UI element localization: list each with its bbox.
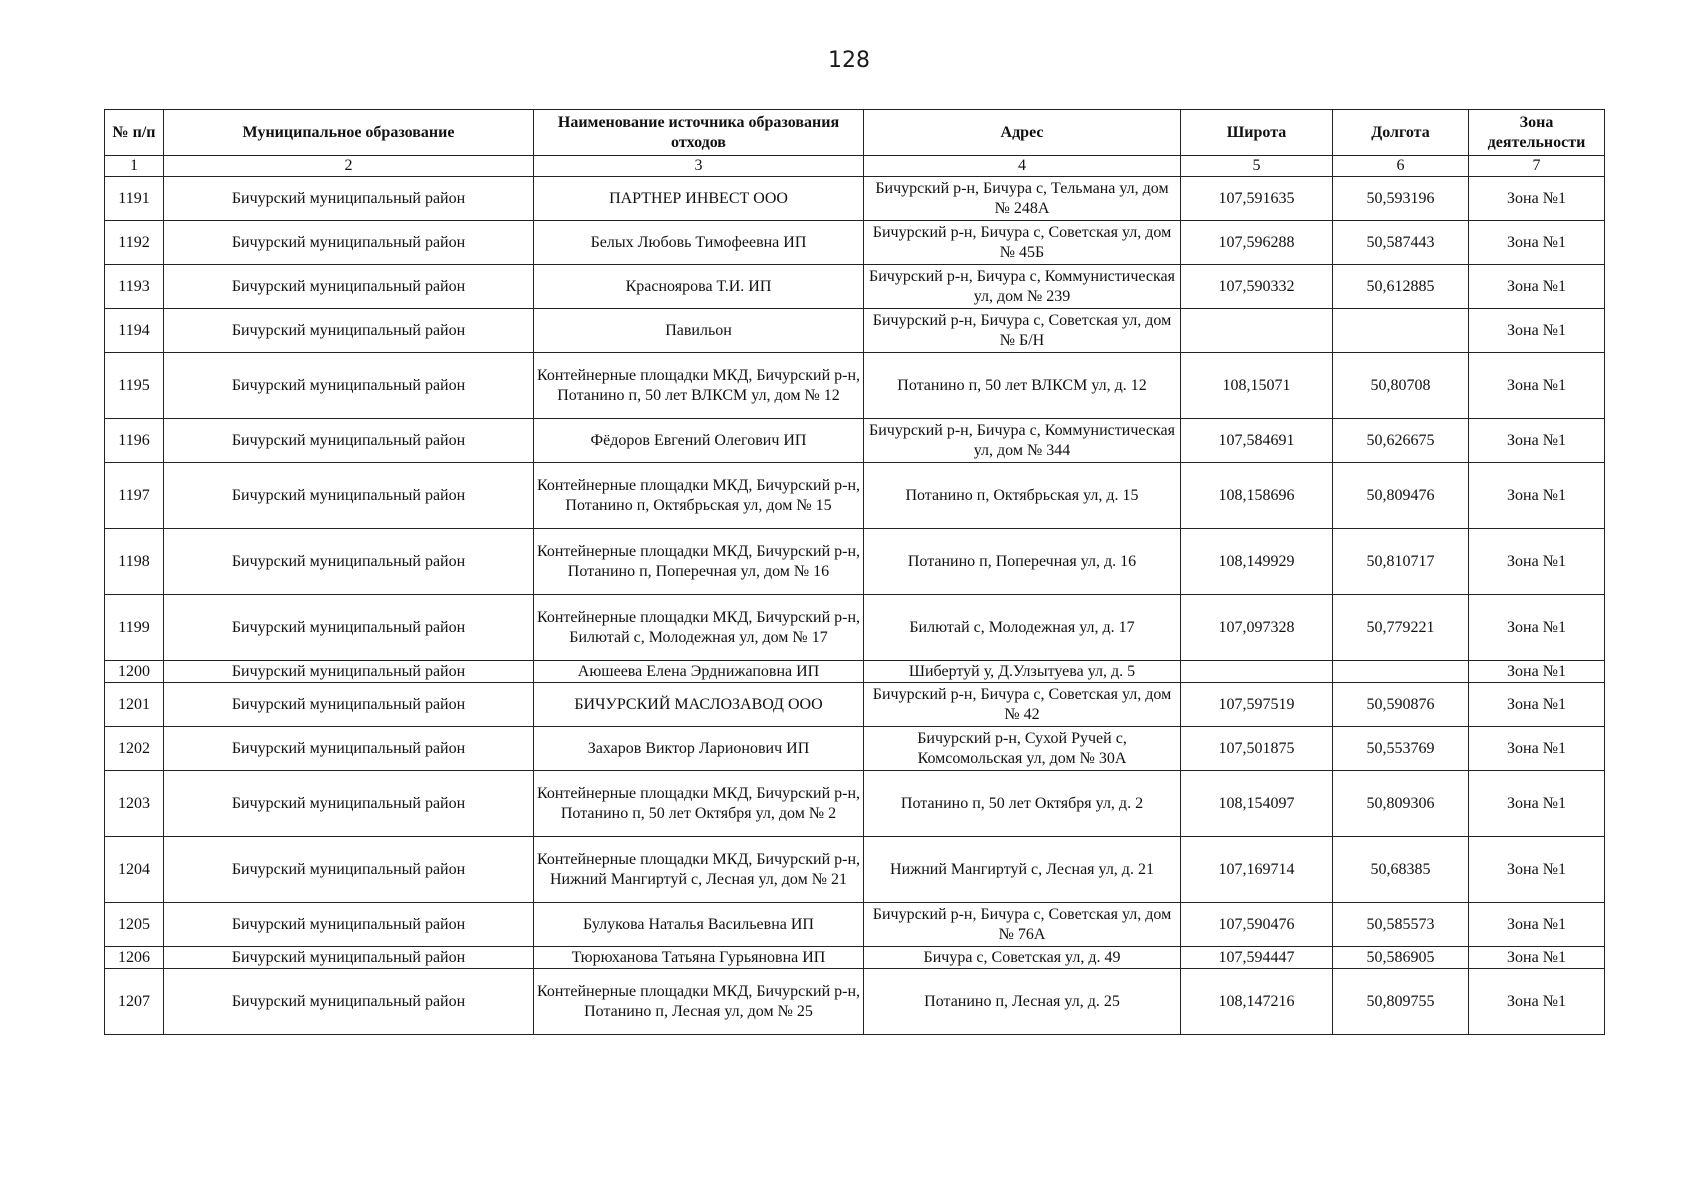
cell-municipality: Бичурский муниципальный район [164,419,534,463]
header-source: Наименование источника образования отходов [534,110,864,156]
cell-longitude: 50,612885 [1333,265,1469,309]
cell-source: Контейнерные площадки МКД, Бичурский р-н, Потанино п, Лесная ул, дом № 25 [534,969,864,1035]
header-municipality: Муниципальное образование [164,110,534,156]
column-number-row [105,156,1605,177]
cell-longitude: 50,68385 [1333,837,1469,903]
cell-latitude: 107,590332 [1181,265,1333,309]
cell-municipality: Бичурский муниципальный район [164,837,534,903]
cell-source: Захаров Виктор Ларионович ИП [534,727,864,771]
cell-latitude: 107,584691 [1181,419,1333,463]
cell-address: Бичурский р-н, Бичура с, Коммунистическая ул, дом № 239 [864,265,1181,309]
cell-longitude: 50,80708 [1333,353,1469,419]
cell-zone: Зона №1 [1469,463,1605,529]
cell-zone: Зона №1 [1469,595,1605,661]
cell-longitude: 50,809755 [1333,969,1469,1035]
cell-number: 1204 [105,837,164,903]
cell-source: Контейнерные площадки МКД, Бичурский р-н, Нижний Мангиртуй с, Лесная ул, дом № 21 [534,837,864,903]
cell-address: Потанино п, Поперечная ул, д. 16 [864,529,1181,595]
cell-number: 1207 [105,969,164,1035]
header-row [105,110,1605,156]
cell-source: Контейнерные площадки МКД, Бичурский р-н, Билютай с, Молодежная ул, дом № 17 [534,595,864,661]
cell-number: 1205 [105,903,164,947]
cell-address: Бичурский р-н, Бичура с, Советская ул, дом № Б/Н [864,309,1181,353]
cell-latitude [1181,309,1333,353]
cell-municipality: Бичурский муниципальный район [164,969,534,1035]
header-latitude: Широта [1181,110,1333,156]
header-zone: Зона деятельности [1469,110,1605,156]
cell-number: 1202 [105,727,164,771]
cell-municipality: Бичурский муниципальный район [164,683,534,727]
cell-latitude: 107,591635 [1181,177,1333,221]
page-number: 128 [828,48,870,73]
cell-latitude [1181,661,1333,683]
cell-municipality: Бичурский муниципальный район [164,661,534,683]
cell-source: Белых Любовь Тимофеевна ИП [534,221,864,265]
header-longitude: Долгота [1333,110,1469,156]
cell-address: Бичура с, Советская ул, д. 49 [864,947,1181,969]
cell-address: Бичурский р-н, Бичура с, Советская ул, дом № 76А [864,903,1181,947]
table-row [105,661,1605,683]
cell-zone: Зона №1 [1469,727,1605,771]
cell-address: Бичурский р-н, Бичура с, Тельмана ул, дом № 248А [864,177,1181,221]
waste-sources-table [104,109,1605,1035]
cell-source: Аюшеева Елена Эрднижаповна ИП [534,661,864,683]
cell-zone: Зона №1 [1469,969,1605,1035]
cell-municipality: Бичурский муниципальный район [164,595,534,661]
cell-source: Контейнерные площадки МКД, Бичурский р-н, Потанино п, 50 лет ВЛКСМ ул, дом № 12 [534,353,864,419]
cell-municipality: Бичурский муниципальный район [164,309,534,353]
cell-source: БИЧУРСКИЙ МАСЛОЗАВОД ООО [534,683,864,727]
cell-zone: Зона №1 [1469,309,1605,353]
table-row [105,353,1605,419]
cell-municipality: Бичурский муниципальный район [164,463,534,529]
table-row [105,837,1605,903]
cell-zone: Зона №1 [1469,837,1605,903]
cell-latitude: 107,501875 [1181,727,1333,771]
cell-number: 1203 [105,771,164,837]
table-row [105,265,1605,309]
cell-source: Красноярова Т.И. ИП [534,265,864,309]
cell-zone: Зона №1 [1469,661,1605,683]
table-row [105,683,1605,727]
column-number: 7 [1469,156,1605,177]
cell-zone: Зона №1 [1469,529,1605,595]
column-number: 4 [864,156,1181,177]
cell-latitude: 108,154097 [1181,771,1333,837]
cell-longitude: 50,809476 [1333,463,1469,529]
cell-source: Контейнерные площадки МКД, Бичурский р-н, Потанино п, Октябрьская ул, дом № 15 [534,463,864,529]
cell-source: Павильон [534,309,864,353]
cell-latitude: 107,169714 [1181,837,1333,903]
column-number: 2 [164,156,534,177]
cell-longitude: 50,585573 [1333,903,1469,947]
table-row [105,419,1605,463]
cell-source: Тюрюханова Татьяна Гурьяновна ИП [534,947,864,969]
cell-source: ПАРТНЕР ИНВЕСТ ООО [534,177,864,221]
cell-address: Билютай с, Молодежная ул, д. 17 [864,595,1181,661]
table-row [105,903,1605,947]
table-row [105,309,1605,353]
cell-longitude: 50,809306 [1333,771,1469,837]
cell-longitude: 50,586905 [1333,947,1469,969]
cell-source: Фёдоров Евгений Олегович ИП [534,419,864,463]
column-number: 3 [534,156,864,177]
table-row [105,969,1605,1035]
cell-latitude: 107,594447 [1181,947,1333,969]
table-row [105,177,1605,221]
cell-number: 1196 [105,419,164,463]
table-row [105,595,1605,661]
cell-zone: Зона №1 [1469,177,1605,221]
cell-address: Потанино п, 50 лет Октября ул, д. 2 [864,771,1181,837]
cell-latitude: 107,596288 [1181,221,1333,265]
cell-municipality: Бичурский муниципальный район [164,265,534,309]
cell-source: Контейнерные площадки МКД, Бичурский р-н, Потанино п, 50 лет Октября ул, дом № 2 [534,771,864,837]
cell-latitude: 108,15071 [1181,353,1333,419]
table-row [105,771,1605,837]
cell-zone: Зона №1 [1469,683,1605,727]
column-number: 5 [1181,156,1333,177]
cell-latitude: 108,158696 [1181,463,1333,529]
cell-number: 1191 [105,177,164,221]
table-row [105,463,1605,529]
cell-source: Контейнерные площадки МКД, Бичурский р-н, Потанино п, Поперечная ул, дом № 16 [534,529,864,595]
table-row [105,947,1605,969]
cell-zone: Зона №1 [1469,419,1605,463]
cell-latitude: 108,147216 [1181,969,1333,1035]
cell-longitude: 50,590876 [1333,683,1469,727]
cell-address: Бичурский р-н, Сухой Ручей с, Комсомольская ул, дом № 30А [864,727,1181,771]
cell-address: Бичурский р-н, Бичура с, Коммунистическая ул, дом № 344 [864,419,1181,463]
cell-municipality: Бичурский муниципальный район [164,353,534,419]
cell-zone: Зона №1 [1469,947,1605,969]
cell-number: 1193 [105,265,164,309]
cell-longitude [1333,661,1469,683]
cell-address: Потанино п, Октябрьская ул, д. 15 [864,463,1181,529]
cell-latitude: 108,149929 [1181,529,1333,595]
cell-latitude: 107,097328 [1181,595,1333,661]
cell-address: Потанино п, Лесная ул, д. 25 [864,969,1181,1035]
column-number: 6 [1333,156,1469,177]
cell-zone: Зона №1 [1469,903,1605,947]
cell-address: Бичурский р-н, Бичура с, Советская ул, дом № 45Б [864,221,1181,265]
cell-address: Шибертуй у, Д.Улзытуева ул, д. 5 [864,661,1181,683]
cell-number: 1199 [105,595,164,661]
cell-number: 1194 [105,309,164,353]
cell-number: 1197 [105,463,164,529]
header-number: № п/п [105,110,164,156]
cell-latitude: 107,590476 [1181,903,1333,947]
cell-number: 1201 [105,683,164,727]
cell-municipality: Бичурский муниципальный район [164,727,534,771]
table-row [105,727,1605,771]
cell-zone: Зона №1 [1469,221,1605,265]
table-row [105,529,1605,595]
cell-number: 1192 [105,221,164,265]
cell-address: Потанино п, 50 лет ВЛКСМ ул, д. 12 [864,353,1181,419]
cell-number: 1206 [105,947,164,969]
cell-longitude [1333,309,1469,353]
cell-longitude: 50,779221 [1333,595,1469,661]
column-number: 1 [105,156,164,177]
cell-zone: Зона №1 [1469,353,1605,419]
cell-longitude: 50,553769 [1333,727,1469,771]
cell-municipality: Бичурский муниципальный район [164,903,534,947]
cell-latitude: 107,597519 [1181,683,1333,727]
cell-longitude: 50,587443 [1333,221,1469,265]
header-address: Адрес [864,110,1181,156]
cell-longitude: 50,810717 [1333,529,1469,595]
cell-municipality: Бичурский муниципальный район [164,529,534,595]
cell-zone: Зона №1 [1469,771,1605,837]
cell-municipality: Бичурский муниципальный район [164,221,534,265]
cell-municipality: Бичурский муниципальный район [164,947,534,969]
cell-longitude: 50,626675 [1333,419,1469,463]
cell-number: 1200 [105,661,164,683]
cell-address: Нижний Мангиртуй с, Лесная ул, д. 21 [864,837,1181,903]
table-row [105,221,1605,265]
cell-address: Бичурский р-н, Бичура с, Советская ул, дом № 42 [864,683,1181,727]
cell-zone: Зона №1 [1469,265,1605,309]
cell-municipality: Бичурский муниципальный район [164,771,534,837]
cell-number: 1198 [105,529,164,595]
cell-source: Булукова Наталья Васильевна ИП [534,903,864,947]
cell-longitude: 50,593196 [1333,177,1469,221]
cell-municipality: Бичурский муниципальный район [164,177,534,221]
cell-number: 1195 [105,353,164,419]
